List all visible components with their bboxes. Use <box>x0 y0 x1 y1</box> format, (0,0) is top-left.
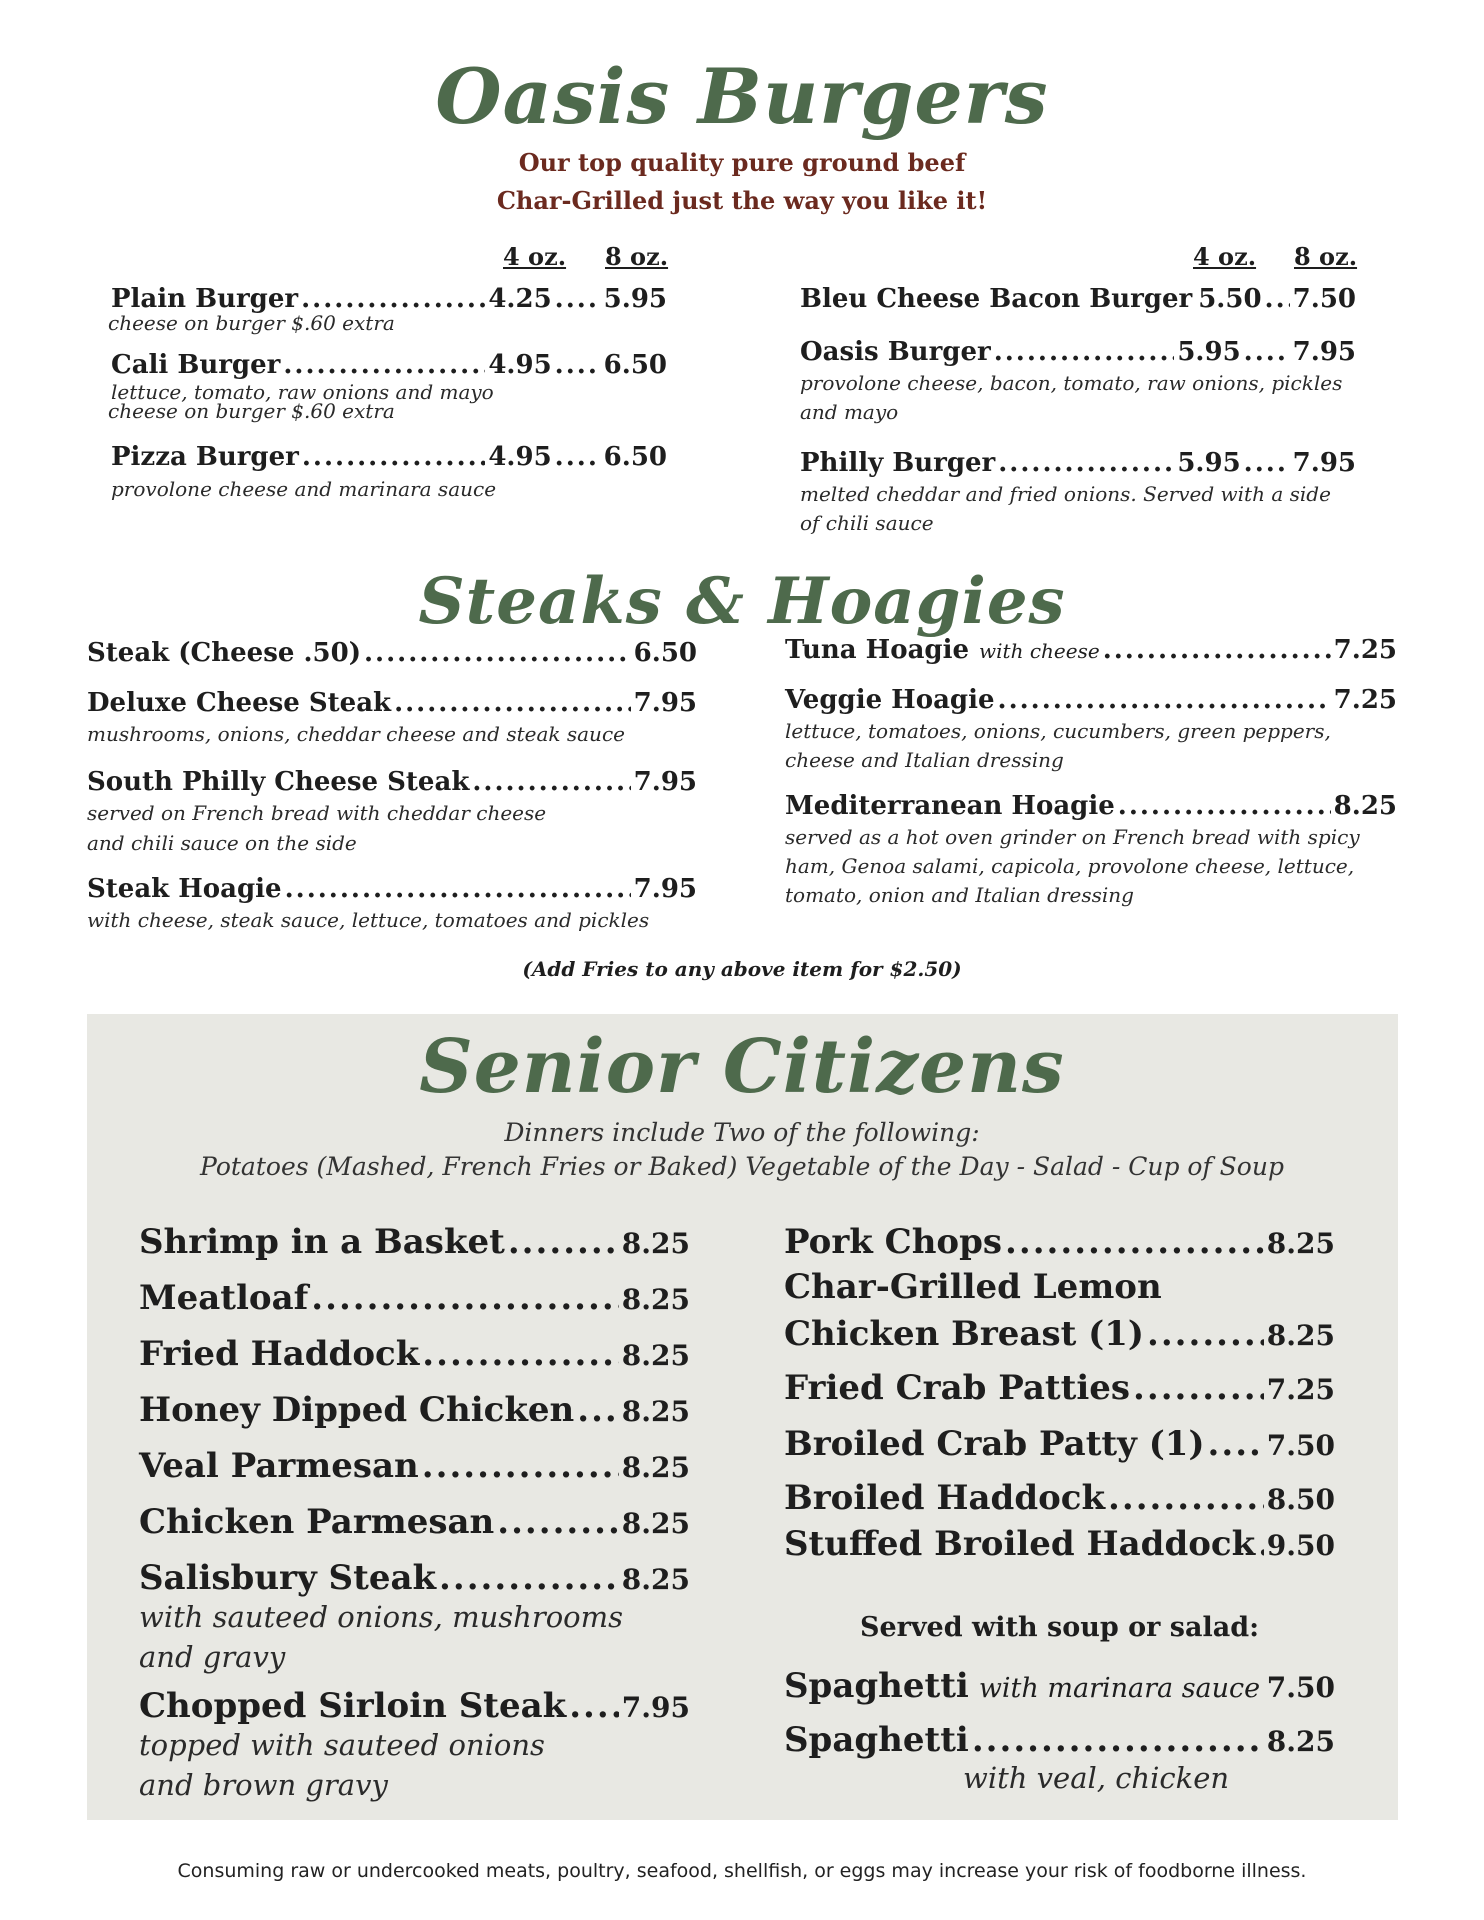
item-name: Chicken Breast (1) <box>784 1314 1144 1354</box>
price-8oz: 7.50 <box>1292 284 1356 314</box>
dot-leader <box>972 1720 1264 1760</box>
item-inline-note: with marinara sauce <box>978 1673 1261 1704</box>
price: 8.25 <box>621 1227 690 1260</box>
item-description: cheese on burger $.60 extra <box>108 311 395 335</box>
item-name: Broiled Crab Patty (1) <box>784 1424 1205 1464</box>
item-name: Steak (Cheese .50) <box>87 638 361 668</box>
item-name: Chicken Parmesan <box>139 1502 495 1542</box>
dot-leader <box>285 874 631 904</box>
item-description: with cheese, steak sauce, lettuce, tomatoes and pickles <box>87 908 650 932</box>
item-description: provolone cheese and marinara sauce <box>111 477 497 501</box>
price: 8.25 <box>1266 1725 1335 1758</box>
item-description: lettuce, tomato, raw onions and mayo <box>111 380 494 404</box>
served-with-heading: Served with soup or salad: <box>859 1612 1260 1643</box>
dot-leader <box>439 1558 619 1598</box>
menu-item <box>785 791 1397 821</box>
menu-item <box>784 1666 1335 1706</box>
item-name: Chopped Sirloin Steak <box>139 1686 567 1726</box>
menu-item <box>139 1686 690 1726</box>
senior-intro-2: Potatoes (Mashed, French Fries or Baked) Vegetable of the Day - Salad - Cup of Soup <box>200 1152 1284 1181</box>
price: 7.95 <box>633 688 697 718</box>
burgers-tagline-1: Our top quality pure ground beef <box>518 148 966 177</box>
price: 8.25 <box>1266 1227 1335 1260</box>
item-description: served on French bread with cheddar cheese <box>87 801 547 825</box>
price: 7.95 <box>633 874 697 904</box>
menu-item <box>784 1720 1335 1760</box>
steaks-title: Steaks & Hoagies <box>418 564 1066 639</box>
item-description: lettuce, tomatoes, onions, cucumbers, green peppers, <box>785 719 1331 743</box>
price: 9.50 <box>1266 1529 1335 1562</box>
menu-item <box>139 1334 690 1374</box>
price-4oz: 4.95 <box>488 442 552 472</box>
price: 8.25 <box>621 1451 690 1484</box>
price: 7.25 <box>1333 685 1397 715</box>
item-name: Pork Chops <box>784 1222 1003 1262</box>
item-description: with veal, chicken <box>963 1761 1230 1795</box>
dot-leader <box>472 767 630 797</box>
menu-item <box>800 448 1356 478</box>
item-description: and brown gravy <box>139 1768 388 1802</box>
item-name: Steak Hoagie <box>87 874 282 904</box>
item-description: ham, Genoa salami, capicola, provolone cheese, lettuce, <box>785 854 1355 878</box>
menu-item <box>800 337 1356 367</box>
price: 7.50 <box>1266 1429 1335 1462</box>
item-name: Veal Parmesan <box>139 1446 419 1486</box>
item-name: Philly Burger <box>800 448 996 478</box>
item-name: Honey Dipped Chicken <box>139 1390 575 1430</box>
dot-leader <box>283 350 485 380</box>
item-name: Deluxe Cheese Steak <box>87 688 392 718</box>
item-description: cheese on burger $.60 extra <box>108 399 395 423</box>
size-header-8oz: 8 oz. <box>605 242 669 271</box>
size-header-8oz: 8 oz. <box>1294 242 1358 271</box>
price: 6.50 <box>633 638 697 668</box>
price: 8.25 <box>621 1507 690 1540</box>
price-8oz: 6.50 <box>603 350 667 380</box>
item-name: Char-Grilled Lemon <box>784 1267 1162 1307</box>
menu-item <box>139 1558 690 1598</box>
price-8oz: 6.50 <box>603 442 667 472</box>
price: 8.25 <box>621 1563 690 1596</box>
dot-leader <box>302 442 485 472</box>
menu-item <box>111 442 667 472</box>
price: 8.25 <box>621 1395 690 1428</box>
price: 7.25 <box>1266 1373 1335 1406</box>
price-8oz: 5.95 <box>603 284 667 314</box>
senior-title: Senior Citizens <box>419 1024 1065 1110</box>
item-description: melted cheddar and fried onions. Served with a side <box>800 482 1331 506</box>
menu-item <box>139 1222 690 1262</box>
dot-leader <box>998 448 1174 478</box>
dot-leader <box>994 337 1175 367</box>
fries-note: (Add Fries to any above item for $2.50) <box>522 957 962 981</box>
dot-leader <box>1133 1368 1264 1408</box>
dot-leader <box>1258 1524 1264 1564</box>
price: 7.95 <box>633 767 697 797</box>
dot-leader <box>577 1390 619 1430</box>
price: 7.25 <box>1333 635 1397 665</box>
menu-item <box>139 1278 690 1318</box>
item-name: Broiled Haddock <box>784 1478 1106 1518</box>
menu-item <box>87 688 697 718</box>
item-name: Salisbury Steak <box>139 1558 437 1598</box>
item-description: with sauteed onions, mushrooms <box>139 1600 624 1634</box>
price: 8.25 <box>1266 1319 1335 1352</box>
item-name: Mediterranean Hoagie <box>785 791 1115 821</box>
dot-leader <box>1005 1222 1264 1262</box>
price-4oz: 4.95 <box>488 350 552 380</box>
menu-item <box>784 1424 1335 1464</box>
item-description: tomato, onion and Italian dressing <box>785 883 1134 907</box>
menu-item <box>800 284 1356 314</box>
menu-item <box>87 767 697 797</box>
dot-leader <box>1103 635 1331 665</box>
menu-item <box>784 1368 1335 1408</box>
item-description: cheese and Italian dressing <box>785 748 1064 772</box>
item-description: provolone cheese, bacon, tomato, raw onions, pickles <box>800 371 1343 395</box>
item-inline-note: with cheese <box>979 639 1100 663</box>
menu-item <box>139 1502 690 1542</box>
price: 7.50 <box>1266 1671 1335 1704</box>
item-name: Oasis Burger <box>800 337 991 367</box>
item-name: Plain Burger <box>111 284 299 314</box>
item-description: and gravy <box>139 1640 286 1674</box>
item-description: topped with sauteed onions <box>139 1728 545 1762</box>
item-description: mushrooms, onions, cheddar cheese and steak sauce <box>87 722 625 746</box>
item-description: and chili sauce on the side <box>87 831 357 855</box>
price-8oz: 7.95 <box>1292 448 1356 478</box>
price: 8.25 <box>621 1283 690 1316</box>
dot-leader <box>422 1446 619 1486</box>
menu-item <box>139 1390 690 1430</box>
item-name: Fried Haddock <box>139 1334 420 1374</box>
item-name: Fried Crab Patties <box>784 1368 1131 1408</box>
menu-item <box>87 874 697 904</box>
dot-leader <box>569 1686 619 1726</box>
item-name: Pizza Burger <box>111 442 299 472</box>
dot-leader <box>1147 1314 1264 1354</box>
dot-leader <box>508 1222 619 1262</box>
price-4oz: 5.95 <box>1177 337 1241 367</box>
price-4oz: 5.95 <box>1177 448 1241 478</box>
menu-item <box>785 635 1397 665</box>
item-name: Spaghetti <box>784 1666 969 1706</box>
dot-leader <box>1108 1478 1264 1518</box>
dot-leader <box>311 1278 619 1318</box>
price-4oz: 5.50 <box>1198 284 1262 314</box>
price-8oz: 7.95 <box>1292 337 1356 367</box>
item-description: served as a hot oven grinder on French bread with spicy <box>785 825 1360 849</box>
dot-leader <box>364 638 631 668</box>
size-header-4oz: 4 oz. <box>1193 242 1257 271</box>
food-safety-notice: Consuming raw or undercooked meats, poultry, seafood, shellfish, or eggs may increase your risk of foodborne illness. <box>177 1860 1307 1882</box>
item-description: and mayo <box>800 400 899 424</box>
menu-item <box>784 1478 1335 1518</box>
price-4oz: 4.25 <box>488 284 552 314</box>
item-name: Bleu Cheese Bacon Burger <box>800 284 1193 314</box>
price: 8.25 <box>1333 791 1397 821</box>
burgers-title: Oasis Burgers <box>435 52 1049 141</box>
menu-item <box>784 1222 1335 1262</box>
item-name: Shrimp in a Basket <box>139 1222 505 1262</box>
item-name: Tuna Hoagie <box>785 635 970 665</box>
size-header-4oz: 4 oz. <box>503 242 567 271</box>
dot-leader <box>394 688 631 718</box>
dot-leader <box>998 685 1331 715</box>
item-name: South Philly Cheese Steak <box>87 767 470 797</box>
price: 8.25 <box>621 1339 690 1372</box>
price: 8.50 <box>1266 1483 1335 1516</box>
dot-leader <box>1208 1424 1264 1464</box>
menu-item <box>784 1524 1335 1564</box>
burgers-tagline-2: Char-Grilled just the way you like it! <box>496 186 988 215</box>
menu-item <box>139 1446 690 1486</box>
item-name: Meatloaf <box>139 1278 309 1318</box>
dot-leader <box>422 1334 619 1374</box>
menu-item <box>111 350 667 380</box>
dot-leader <box>497 1502 619 1542</box>
item-name: Veggie Hoagie <box>785 685 995 715</box>
senior-intro-1: Dinners include Two of the following: <box>504 1118 980 1147</box>
item-name: Stuffed Broiled Haddock <box>784 1524 1256 1564</box>
dot-leader <box>1263 1666 1264 1706</box>
item-description: of chili sauce <box>800 511 934 535</box>
menu-item <box>87 638 697 668</box>
menu-item <box>784 1314 1335 1354</box>
item-name: Spaghetti <box>784 1720 969 1760</box>
menu-item <box>785 685 1397 715</box>
item-name: Cali Burger <box>111 350 281 380</box>
dot-leader <box>1118 791 1331 821</box>
price: 7.95 <box>621 1691 690 1724</box>
